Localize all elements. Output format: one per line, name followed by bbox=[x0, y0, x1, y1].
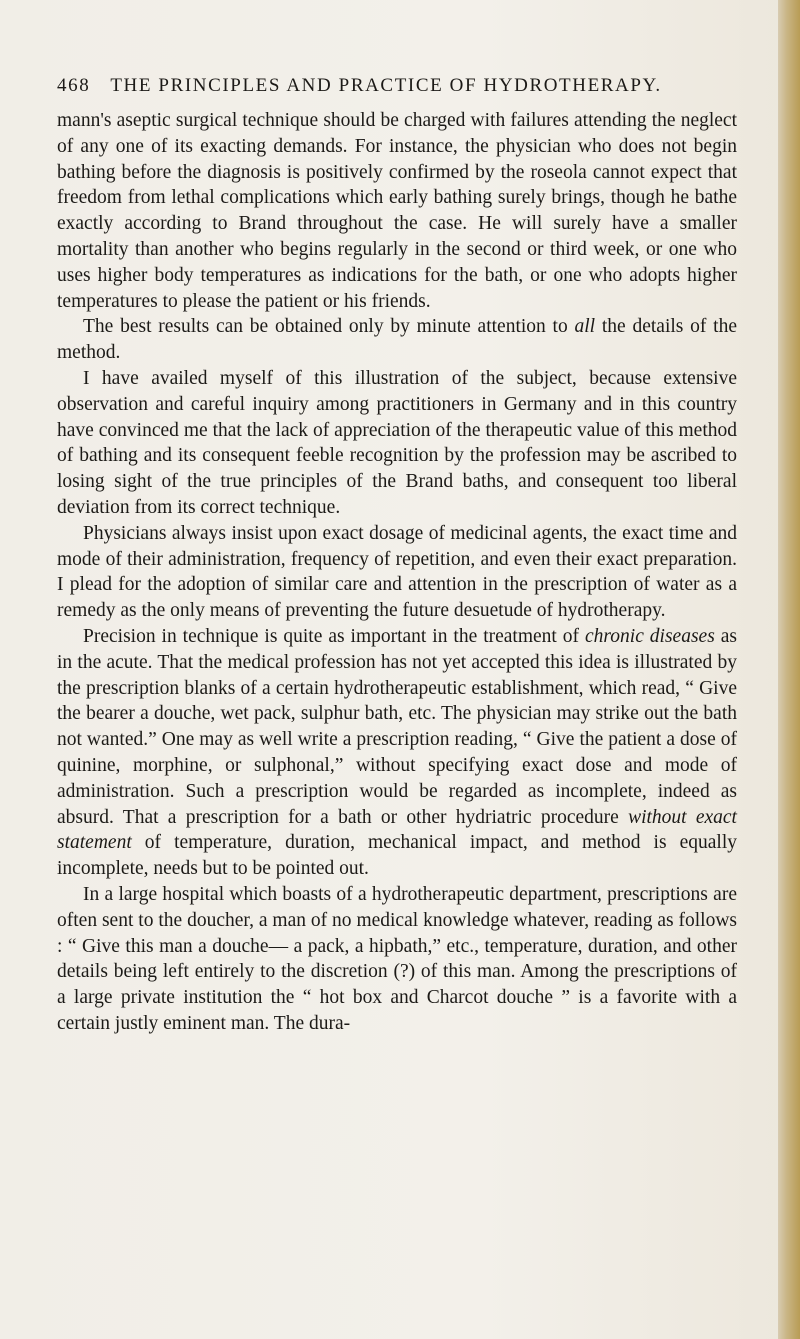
page-number: 468 bbox=[57, 75, 91, 96]
paragraph-4: Physicians always insist upon exact dosage of medicinal agents, the exact time and mode of their administration, frequency of repetition, and even their exact preparation. I plead for the adoption of similar care and attention in the prescription of water as a remedy as the only means of preventing the future desuetude of hydrotherapy. bbox=[57, 522, 737, 622]
text-run: Precision in technique is quite as important in the treatment of bbox=[83, 625, 585, 647]
page-body bbox=[57, 108, 737, 1037]
paragraph-2 bbox=[57, 314, 737, 366]
paragraph-6: In a large hospital which boasts of a hydrotherapeutic department, prescriptions are often sent to the doucher, a man of no medical knowledge whatever, reading as follows : “ Give this man a douche— a pack, a hipbath,” etc., temperature, duration, and other details being left entirely to the discretion (?) of this man. Among the prescriptions of a large private institution the “ hot box and Charcot douche ” is a favorite with a certain justly eminent man. The dura- bbox=[57, 883, 737, 1034]
running-title: THE PRINCIPLES AND PRACTICE OF HYDROTHERAPY. bbox=[110, 75, 662, 96]
page-edge bbox=[778, 0, 800, 1339]
italic-run: chronic diseases bbox=[585, 625, 715, 647]
text-run: the details of the method. bbox=[57, 316, 737, 364]
text-run: of temperature, duration, mechanical impact, and method is equally incomplete, needs but to be pointed out. bbox=[57, 832, 737, 880]
paragraph-1: mann's aseptic surgical technique should be charged with failures attending the neglect of any one of its exacting demands. For instance, the physician who does not begin bathing before the diagnosis is positively confirmed by the roseola cannot expect that freedom from lethal complications which early bathing surely brings, though he bathe exactly according to Brand throughout the case. He will surely have a smaller mortality than another who begins regularly in the second or third week, or one who uses higher body temperatures as indications for the bath, or one who adopts higher temperatures to please the patient or his friends. bbox=[57, 110, 737, 312]
text-run: The best results can be obtained only by minute attention to bbox=[83, 316, 575, 338]
italic-run: all bbox=[574, 316, 596, 338]
running-header bbox=[57, 75, 737, 97]
italic-run: without exact statement bbox=[57, 806, 737, 854]
text-run: as in the acute. That the medical profession has not yet accepted this idea is illustrated by the prescription blanks of a certain hydrotherapeutic establishment, which read, “ Give the bearer a douche, wet pack, sulphur bath, etc. The physician may strike out the bath not wanted.” One may as well write a prescription reading, “ Give the patient a dose of quinine, morphine, or sulphonal,” without specifying exact dose and mode of administration. Such a prescription would be regarded as incomplete, indeed as absurd. That a prescription for a bath or other hydriatric procedure bbox=[57, 625, 737, 828]
paragraph-5 bbox=[57, 624, 737, 882]
paragraph-3: I have availed myself of this illustration of the subject, because extensive observation and careful inquiry among practitioners in Germany and in this country have convinced me that the lack of appreciation of the therapeutic value of this method of bathing and its consequent feeble recognition by the profession may be ascribed to losing sight of the true principles of the Brand baths, and consequent too liberal deviation from its correct technique. bbox=[57, 367, 737, 518]
